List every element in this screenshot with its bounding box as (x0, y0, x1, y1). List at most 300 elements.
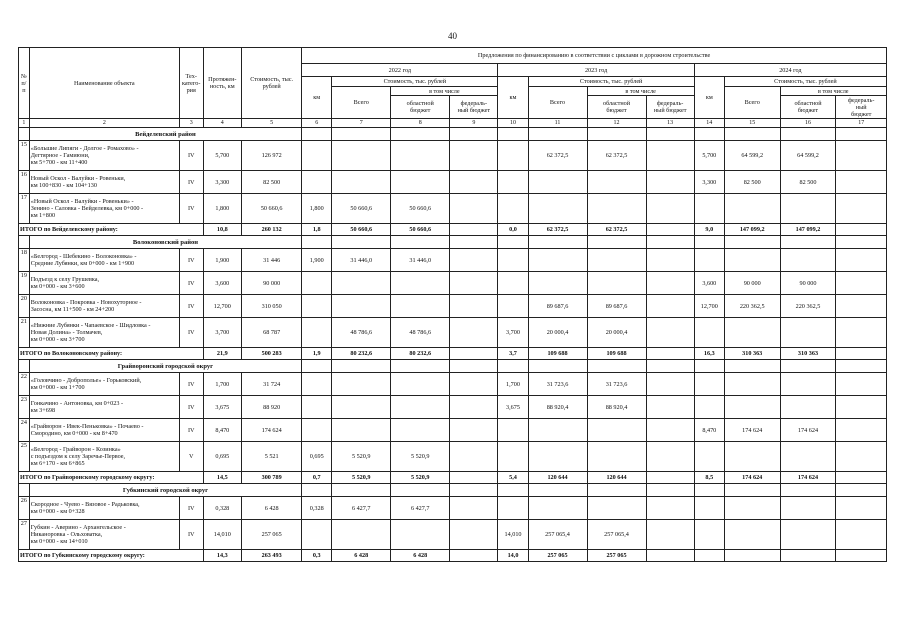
value-cell (332, 141, 391, 171)
header-km: км (302, 77, 332, 119)
empty-cell (587, 360, 646, 373)
value-cell: 3,600 (694, 272, 724, 295)
category-cell: IV (179, 520, 203, 550)
category-cell: IV (179, 194, 203, 224)
value-cell: 5 520,9 (391, 442, 450, 472)
value-cell: 50 660,6 (332, 194, 391, 224)
value-cell (646, 396, 694, 419)
value-cell (724, 373, 780, 396)
column-number: 6 (302, 119, 332, 128)
total-value: 9,0 (694, 224, 724, 236)
value-cell: 88 920,4 (587, 396, 646, 419)
value-cell (724, 396, 780, 419)
value-cell: 12,700 (694, 295, 724, 318)
table-row (19, 520, 887, 550)
empty-cell (587, 484, 646, 497)
district-spacer (19, 128, 30, 141)
value-cell (836, 419, 887, 442)
empty-cell (450, 236, 498, 249)
empty-cell (528, 236, 587, 249)
total-value: 120 644 (528, 472, 587, 484)
value-cell (498, 194, 528, 224)
header-length: Протяжен- ность, км (203, 48, 242, 119)
value-cell (498, 497, 528, 520)
column-number: 5 (242, 119, 302, 128)
value-cell (724, 194, 780, 224)
value-cell (528, 194, 587, 224)
total-value: 50 660,6 (391, 224, 450, 236)
column-number: 8 (391, 119, 450, 128)
value-cell (694, 396, 724, 419)
total-value (780, 550, 836, 562)
empty-cell (391, 484, 450, 497)
category-cell: IV (179, 295, 203, 318)
table-body (19, 128, 887, 562)
row-number: 23 (19, 396, 30, 419)
value-cell (646, 141, 694, 171)
length-cell: 0,695 (203, 442, 242, 472)
value-cell (694, 442, 724, 472)
empty-cell (332, 128, 391, 141)
value-cell (646, 497, 694, 520)
value-cell (391, 520, 450, 550)
column-number: 15 (724, 119, 780, 128)
value-cell (450, 194, 498, 224)
cost-cell: 257 065 (242, 520, 302, 550)
district-row (19, 484, 887, 497)
category-cell: V (179, 442, 203, 472)
table-row (19, 249, 887, 272)
empty-cell (646, 484, 694, 497)
value-cell (450, 396, 498, 419)
value-cell: 1,900 (302, 249, 332, 272)
value-cell: 82 500 (780, 171, 836, 194)
value-cell (780, 194, 836, 224)
empty-cell (332, 360, 391, 373)
value-cell (528, 442, 587, 472)
value-cell (780, 497, 836, 520)
value-cell (646, 194, 694, 224)
empty-cell (528, 484, 587, 497)
value-cell: 0,328 (302, 497, 332, 520)
header-regional: областной бюджет (587, 96, 646, 119)
empty-cell (450, 360, 498, 373)
header-regional: областной бюджет (391, 96, 450, 119)
value-cell (391, 373, 450, 396)
value-cell (724, 520, 780, 550)
header-total: Всего (528, 87, 587, 119)
row-number: 27 (19, 520, 30, 550)
district-spacer (19, 236, 30, 249)
value-cell (836, 194, 887, 224)
value-cell: 89 687,6 (587, 295, 646, 318)
value-cell: 48 786,6 (391, 318, 450, 348)
value-cell (302, 171, 332, 194)
cost-cell: 90 000 (242, 272, 302, 295)
row-number: 18 (19, 249, 30, 272)
column-number: 7 (332, 119, 391, 128)
empty-cell (450, 484, 498, 497)
value-cell: 62 372,5 (587, 141, 646, 171)
value-cell (836, 497, 887, 520)
value-cell (528, 249, 587, 272)
table-row (19, 318, 887, 348)
header-incl: в том числе (780, 87, 886, 96)
value-cell (302, 318, 332, 348)
total-value (450, 472, 498, 484)
empty-cell (724, 484, 780, 497)
value-cell (780, 249, 836, 272)
header-cost-sub: Стоимость, тыс. рублей (528, 77, 694, 87)
value-cell: 174 624 (724, 419, 780, 442)
value-cell (498, 295, 528, 318)
value-cell (302, 419, 332, 442)
row-number: 26 (19, 497, 30, 520)
value-cell (836, 520, 887, 550)
cost-cell: 5 521 (242, 442, 302, 472)
value-cell: 89 687,6 (528, 295, 587, 318)
row-number: 16 (19, 171, 30, 194)
empty-cell (498, 236, 528, 249)
length-cell: 3,300 (203, 171, 242, 194)
total-value: 5 520,9 (391, 472, 450, 484)
value-cell (498, 442, 528, 472)
value-cell (646, 520, 694, 550)
object-name: Подъезд к селу Грушевка, км 0+000 - км 3+600 (29, 272, 179, 295)
object-name: Гонкачино - Антоновка, км 0+023 - км 3+698 (29, 396, 179, 419)
value-cell (587, 194, 646, 224)
value-cell (587, 419, 646, 442)
empty-cell (587, 128, 646, 141)
object-name: «Нижние Лубянки - Чапаевское - Шидловка - Новая Долина» - Толмачев, км 0+000 - км 3+700 (29, 318, 179, 348)
header-year-2024: 2024 год (694, 64, 886, 77)
cost-cell: 31 724 (242, 373, 302, 396)
header-name: Наименование объекта (29, 48, 179, 119)
length-cell: 3,675 (203, 396, 242, 419)
value-cell: 31 723,6 (528, 373, 587, 396)
column-number: 16 (780, 119, 836, 128)
empty-cell (724, 236, 780, 249)
length-cell: 3,600 (203, 272, 242, 295)
total-value: 109 688 (587, 348, 646, 360)
total-label: ИТОГО по Губкинскому городскому округу: (19, 550, 204, 562)
empty-cell (391, 360, 450, 373)
total-value: 14,0 (498, 550, 528, 562)
value-cell (646, 419, 694, 442)
header-cost: Стоимость, тыс. рублей (242, 48, 302, 119)
empty-cell (836, 128, 887, 141)
total-value: 0,7 (302, 472, 332, 484)
total-value (646, 224, 694, 236)
total-value: 120 644 (587, 472, 646, 484)
total-value: 310 363 (724, 348, 780, 360)
total-row (19, 472, 887, 484)
value-cell: 220 362,5 (780, 295, 836, 318)
empty-cell (780, 360, 836, 373)
total-value: 8,5 (694, 472, 724, 484)
value-cell (528, 497, 587, 520)
total-cost: 263 493 (242, 550, 302, 562)
empty-cell (694, 128, 724, 141)
table-row (19, 295, 887, 318)
value-cell (780, 373, 836, 396)
category-cell: IV (179, 373, 203, 396)
object-name: «Головчино - Доброполье» - Горьковский, км 0+000 - км 1+700 (29, 373, 179, 396)
total-value (646, 348, 694, 360)
value-cell (391, 295, 450, 318)
empty-cell (646, 128, 694, 141)
value-cell (302, 295, 332, 318)
empty-cell (724, 128, 780, 141)
total-length: 21,9 (203, 348, 242, 360)
value-cell (780, 442, 836, 472)
empty-cell (528, 128, 587, 141)
table-row (19, 194, 887, 224)
value-cell (694, 373, 724, 396)
value-cell (391, 141, 450, 171)
table-row (19, 497, 887, 520)
empty-cell (780, 236, 836, 249)
total-value: 62 372,5 (528, 224, 587, 236)
total-value: 310 363 (780, 348, 836, 360)
value-cell (450, 295, 498, 318)
total-value: 50 660,6 (332, 224, 391, 236)
column-number: 4 (203, 119, 242, 128)
total-value: 1,8 (302, 224, 332, 236)
column-number: 11 (528, 119, 587, 128)
empty-cell (646, 236, 694, 249)
value-cell (646, 373, 694, 396)
header-federal: федераль- ный бюджет (450, 96, 498, 119)
value-cell (302, 396, 332, 419)
district-row (19, 128, 887, 141)
empty-cell (391, 236, 450, 249)
total-value: 147 099,2 (724, 224, 780, 236)
table-row (19, 272, 887, 295)
value-cell (694, 318, 724, 348)
table-row (19, 171, 887, 194)
header-cost-sub: Стоимость, тыс. рублей (724, 77, 886, 87)
value-cell (587, 171, 646, 194)
empty-cell (836, 484, 887, 497)
header-year-2022: 2022 год (302, 64, 498, 77)
empty-cell (724, 360, 780, 373)
empty-cell (391, 128, 450, 141)
page-number: 40 (448, 31, 457, 41)
value-cell: 257 065,4 (528, 520, 587, 550)
value-cell: 257 065,4 (587, 520, 646, 550)
value-cell (646, 318, 694, 348)
value-cell (332, 419, 391, 442)
total-value: 109 688 (528, 348, 587, 360)
value-cell (332, 373, 391, 396)
total-row (19, 348, 887, 360)
row-number: 24 (19, 419, 30, 442)
empty-cell (302, 484, 332, 497)
value-cell: 1,800 (302, 194, 332, 224)
empty-cell (332, 236, 391, 249)
value-cell (332, 396, 391, 419)
total-row (19, 550, 887, 562)
total-value (450, 224, 498, 236)
district-name: Вейделевский район (29, 128, 301, 141)
value-cell (498, 272, 528, 295)
district-spacer (19, 484, 30, 497)
total-value (450, 348, 498, 360)
value-cell (450, 520, 498, 550)
total-value: 6 428 (391, 550, 450, 562)
value-cell (302, 272, 332, 295)
value-cell: 48 786,6 (332, 318, 391, 348)
empty-cell (646, 360, 694, 373)
value-cell: 5,700 (694, 141, 724, 171)
header-federal: федераль- ный бюджет (646, 96, 694, 119)
value-cell (528, 171, 587, 194)
object-name: «Белгород - Грайворон - Козинка» с подъездом к селу Заречье-Первое, км 6+170 - км 6+865 (29, 442, 179, 472)
object-name: Скородное - Чуево - Вязовое - Радьковка, км 0+000 - км 0+328 (29, 497, 179, 520)
total-label: ИТОГО по Волоконовскому району: (19, 348, 204, 360)
value-cell (332, 295, 391, 318)
value-cell: 6 427,7 (391, 497, 450, 520)
value-cell (528, 419, 587, 442)
column-number: 1 (19, 119, 30, 128)
value-cell (391, 396, 450, 419)
value-cell: 6 427,7 (332, 497, 391, 520)
value-cell: 1,700 (498, 373, 528, 396)
value-cell (836, 249, 887, 272)
value-cell (498, 141, 528, 171)
total-value (836, 550, 887, 562)
header-proposals: Предложения по финансированию в соответствии с циклами в дорожном строительстве (302, 48, 887, 64)
value-cell (332, 272, 391, 295)
value-cell (724, 442, 780, 472)
value-cell (450, 272, 498, 295)
row-number: 21 (19, 318, 30, 348)
value-cell: 8,470 (694, 419, 724, 442)
table-row (19, 396, 887, 419)
value-cell (302, 520, 332, 550)
value-cell (694, 194, 724, 224)
cost-cell: 126 972 (242, 141, 302, 171)
value-cell: 90 000 (724, 272, 780, 295)
total-value (836, 472, 887, 484)
value-cell (450, 419, 498, 442)
value-cell (302, 373, 332, 396)
row-number: 25 (19, 442, 30, 472)
total-value: 147 099,2 (780, 224, 836, 236)
value-cell: 20 000,4 (528, 318, 587, 348)
cost-cell: 68 787 (242, 318, 302, 348)
header-total: Всего (724, 87, 780, 119)
total-row (19, 224, 887, 236)
category-cell: IV (179, 272, 203, 295)
cost-cell: 6 428 (242, 497, 302, 520)
category-cell: IV (179, 396, 203, 419)
total-label: ИТОГО по Вейделевскому району: (19, 224, 204, 236)
district-name: Волоконовский район (29, 236, 301, 249)
header-km: км (498, 77, 528, 119)
category-cell: IV (179, 419, 203, 442)
value-cell: 88 920,4 (528, 396, 587, 419)
empty-cell (836, 236, 887, 249)
value-cell (694, 520, 724, 550)
total-label: ИТОГО по Грайворонскому городскому округу: (19, 472, 204, 484)
total-cost: 260 132 (242, 224, 302, 236)
object-name: «Белгород - Шебекино - Волоконовка» - Средние Лубянки, км 0+000 - км 1+900 (29, 249, 179, 272)
value-cell: 82 500 (724, 171, 780, 194)
value-cell (836, 295, 887, 318)
category-cell: IV (179, 171, 203, 194)
column-number: 10 (498, 119, 528, 128)
district-name: Грайворонский городской округ (29, 360, 301, 373)
category-cell: IV (179, 249, 203, 272)
total-value: 5 520,9 (332, 472, 391, 484)
value-cell (450, 171, 498, 194)
empty-cell (302, 128, 332, 141)
empty-cell (498, 484, 528, 497)
empty-cell (836, 360, 887, 373)
length-cell: 1,800 (203, 194, 242, 224)
length-cell: 14,010 (203, 520, 242, 550)
header-cost-sub: Стоимость, тыс. рублей (332, 77, 498, 87)
column-number: 3 (179, 119, 203, 128)
district-row (19, 360, 887, 373)
column-number: 17 (836, 119, 887, 128)
value-cell (450, 373, 498, 396)
object-name: «Новый Оскол - Валуйки - Ровеньки» - Зенино - Саловка - Вейделевка, км 0+000 - км 1+800 (29, 194, 179, 224)
value-cell (836, 171, 887, 194)
object-name: «Грайворон - Ивек-Пеньковка» - Почаево - Смородино, км 0+000 - км 8+470 (29, 419, 179, 442)
total-value (836, 224, 887, 236)
value-cell (450, 249, 498, 272)
total-value: 3,7 (498, 348, 528, 360)
value-cell (724, 318, 780, 348)
table-row (19, 442, 887, 472)
cost-cell: 31 446 (242, 249, 302, 272)
category-cell: IV (179, 497, 203, 520)
row-number: 20 (19, 295, 30, 318)
value-cell (587, 442, 646, 472)
value-cell (646, 249, 694, 272)
value-cell (587, 497, 646, 520)
value-cell (836, 318, 887, 348)
value-cell (780, 396, 836, 419)
value-cell (836, 272, 887, 295)
value-cell (724, 249, 780, 272)
empty-cell (498, 360, 528, 373)
value-cell: 3,700 (498, 318, 528, 348)
value-cell (391, 419, 450, 442)
value-cell (498, 171, 528, 194)
cost-cell: 82 500 (242, 171, 302, 194)
value-cell (332, 520, 391, 550)
value-cell (302, 141, 332, 171)
column-number: 13 (646, 119, 694, 128)
total-value: 6 428 (332, 550, 391, 562)
empty-cell (694, 236, 724, 249)
row-number: 17 (19, 194, 30, 224)
total-value: 257 065 (587, 550, 646, 562)
total-value: 174 624 (780, 472, 836, 484)
value-cell: 62 372,5 (528, 141, 587, 171)
value-cell (780, 318, 836, 348)
header-incl: в том числе (587, 87, 694, 96)
header-num: № п/п (19, 48, 30, 119)
total-value: 62 372,5 (587, 224, 646, 236)
value-cell (450, 442, 498, 472)
cost-cell: 310 050 (242, 295, 302, 318)
total-value (836, 348, 887, 360)
